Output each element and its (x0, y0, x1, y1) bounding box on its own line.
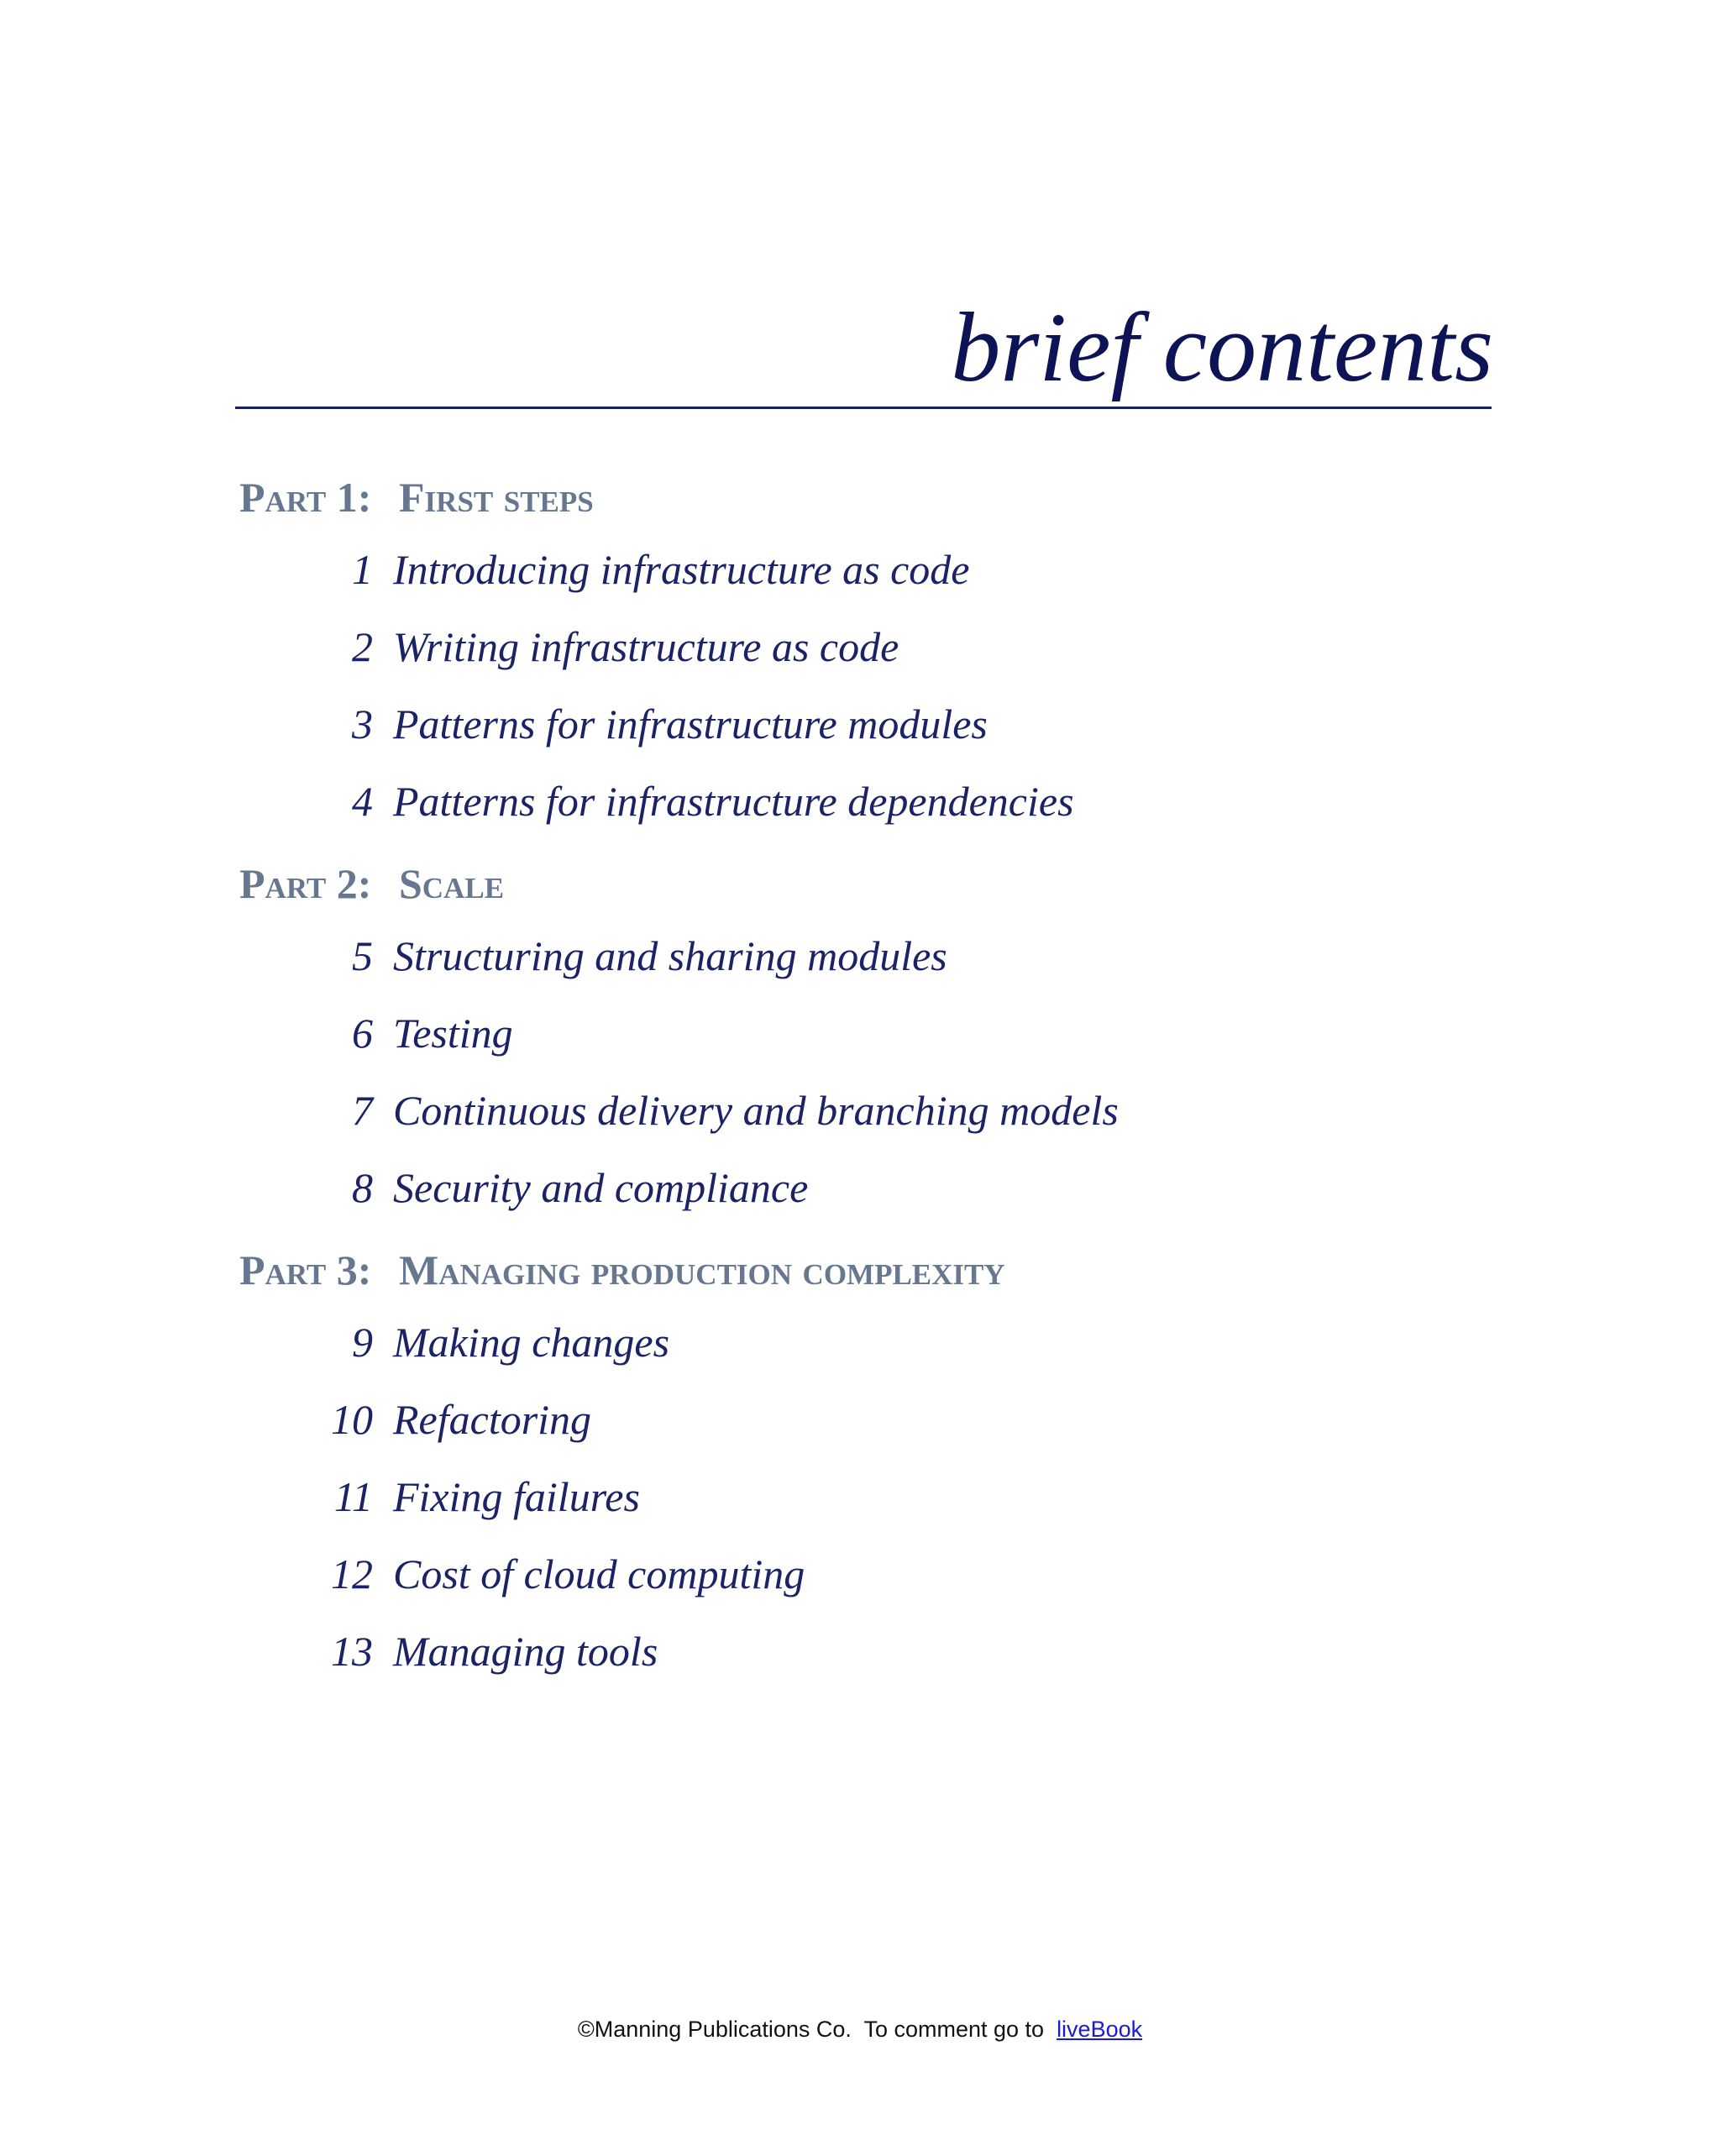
chapter-title: Introducing infrastructure as code (393, 546, 970, 593)
chapter-entry[interactable] (302, 700, 988, 748)
part-heading-2 (239, 860, 505, 907)
chapter-number: 12 (331, 1550, 373, 1597)
part-name: Scale (399, 860, 505, 907)
part-label: Part 3: (239, 1246, 372, 1293)
part-heading-3 (239, 1246, 1005, 1293)
chapter-number: 2 (352, 623, 373, 670)
part-label: Part 2: (239, 860, 372, 907)
chapter-title: Refactoring (393, 1396, 592, 1443)
chapter-entry[interactable] (302, 546, 970, 593)
chapter-title: Fixing failures (393, 1473, 640, 1520)
chapter-title: Making changes (393, 1319, 670, 1366)
chapter-number: 1 (352, 546, 373, 593)
chapter-number: 13 (331, 1628, 373, 1675)
chapter-title: Testing (393, 1010, 513, 1057)
livebook-link[interactable]: liveBook (1057, 2017, 1143, 2042)
chapter-title: Cost of cloud computing (393, 1550, 805, 1597)
chapter-entry[interactable] (302, 1628, 658, 1675)
chapter-title: Patterns for infrastructure modules (393, 700, 988, 748)
chapter-number: 9 (352, 1319, 373, 1366)
chapter-number: 10 (331, 1396, 373, 1443)
page-footer (0, 2018, 1720, 2041)
chapter-entry[interactable] (302, 1087, 1119, 1134)
copyright-text: ©Manning Publications Co. To comment go to (577, 2017, 1057, 2042)
chapter-entry[interactable] (302, 1473, 640, 1520)
chapter-title: Writing infrastructure as code (393, 623, 899, 670)
chapter-entry[interactable] (302, 778, 1074, 825)
chapter-title: Patterns for infrastructure dependencies (393, 778, 1074, 825)
page-title: brief contents (951, 292, 1493, 402)
chapter-title: Continuous delivery and branching models (393, 1087, 1119, 1134)
part-heading-1 (239, 474, 594, 521)
chapter-entry[interactable] (302, 1164, 809, 1211)
chapter-entry[interactable] (302, 932, 947, 979)
chapter-entry[interactable] (302, 623, 899, 670)
chapter-number: 8 (352, 1164, 373, 1211)
chapter-entry[interactable] (302, 1550, 805, 1597)
chapter-number: 11 (333, 1473, 373, 1520)
chapter-number: 5 (352, 932, 373, 979)
chapter-title: Structuring and sharing modules (393, 932, 947, 979)
part-label: Part 1: (239, 474, 372, 521)
chapter-number: 6 (352, 1010, 373, 1057)
chapter-number: 7 (352, 1087, 373, 1134)
chapter-title: Security and compliance (393, 1164, 809, 1211)
part-name: Managing production complexity (399, 1246, 1005, 1293)
part-name: First steps (399, 474, 594, 521)
chapter-entry[interactable] (302, 1010, 513, 1057)
chapter-number: 4 (352, 778, 373, 825)
chapter-entry[interactable] (302, 1396, 592, 1443)
chapter-entry[interactable] (302, 1319, 670, 1366)
chapter-title: Managing tools (393, 1628, 658, 1675)
chapter-number: 3 (352, 700, 373, 748)
title-rule (235, 407, 1492, 409)
